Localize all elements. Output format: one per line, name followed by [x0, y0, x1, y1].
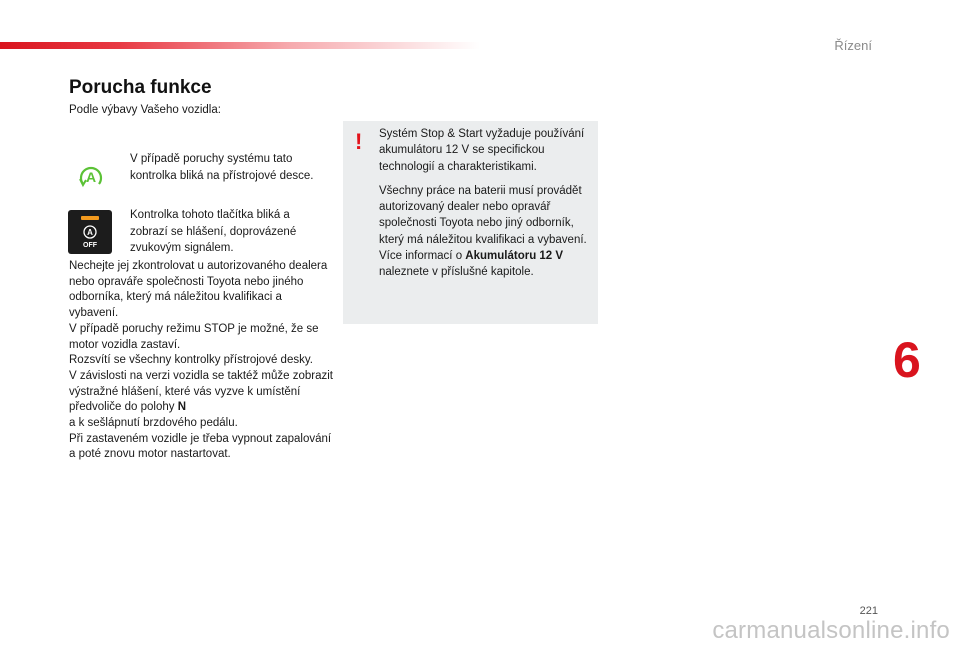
header-accent-bar: [0, 42, 480, 49]
off-label: OFF: [83, 242, 97, 249]
battery-reference: Akumulátoru 12 V: [465, 250, 564, 263]
body-paragraph: Nechejte jej zkontrolovat u autorizovaného dealera nebo opraváře společnosti Toyota nebo jiného odborníka, který má náležitou kvalifikaci a vybavení.: [69, 260, 328, 320]
warning-paragraph: Všechny práce na baterii musí provádět autorizovaný dealer nebo opravář společnosti Toyota nebo jiný odborník, který má náležitou kvalifikaci a vybavení.: [379, 184, 587, 246]
auto-stop-start-off-button-icon: [68, 210, 112, 254]
body-paragraph: a k sešlápnutí brzdového pedálu.: [69, 417, 238, 430]
body-text: [69, 259, 334, 463]
body-paragraph: Při zastaveném vozidle je třeba vypnout zapalování a poté znovu motor nastartovat.: [69, 432, 332, 461]
warning-icon: !: [355, 129, 363, 154]
gear-position-n: N: [177, 401, 186, 414]
warning-text: [379, 126, 591, 281]
intro-text: Podle výbavy Vašeho vozidla:: [69, 104, 221, 116]
section-title: Porucha funkce: [69, 77, 212, 98]
item-a-text: V případě poruchy systému tato kontrolka bliká na přístrojové desce.: [130, 153, 314, 182]
auto-stop-start-warning-icon: [77, 164, 105, 188]
body-paragraph: Rozsvítí se všechny kontrolky přístrojové desky.: [69, 354, 313, 367]
body-paragraph: V případě poruchy režimu STOP je možné, že se motor vozidla zastaví.: [69, 322, 319, 351]
chapter-title: Řízení: [834, 38, 872, 53]
watermark: carmanualsonline.info: [712, 617, 950, 644]
body-paragraph: V závislosti na verzi vozidla se taktéž může zobrazit výstražné hlášení, které vás vyzve k umístění předvoliče do polohy N: [69, 369, 333, 414]
svg-text:A: A: [87, 228, 93, 237]
warning-box: [343, 121, 598, 324]
warning-paragraph: Více informací o Akumulátoru 12 V naleznete v příslušné kapitole.: [379, 250, 564, 279]
page-number: 221: [859, 605, 878, 617]
chapter-number: 6: [893, 332, 921, 388]
svg-text:A: A: [85, 169, 97, 185]
warning-paragraph: Systém Stop & Start vyžaduje používání akumulátoru 12 V se specifickou technologií a charakteristikami.: [379, 128, 585, 173]
item-b-text: Kontrolka tohoto tlačítka bliká a zobrazí se hlášení, doprovázené zvukovým signálem.: [130, 209, 297, 254]
